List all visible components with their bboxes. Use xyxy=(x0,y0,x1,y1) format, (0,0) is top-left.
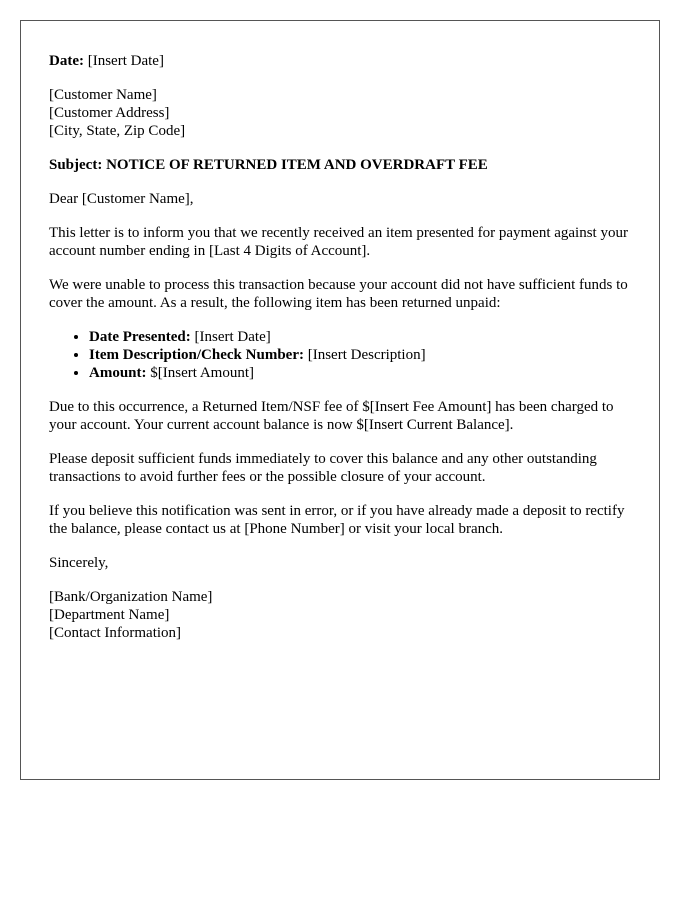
item-value: $[Insert Amount] xyxy=(150,365,254,381)
item-value: [Insert Date] xyxy=(194,329,271,345)
signature-department: [Department Name] xyxy=(49,607,170,623)
paragraph-fee: Due to this occurrence, a Returned Item/NSF fee of $[Insert Fee Amount] has been charged to your account. Your current account balance is now $[Insert Current Balance]. xyxy=(49,399,614,433)
salutation: Dear [Customer Name], xyxy=(49,191,194,207)
item-value: [Insert Description] xyxy=(307,347,426,363)
recipient-address: [Customer Address] xyxy=(49,105,170,121)
recipient-address-block xyxy=(49,86,631,140)
item-label: Item Description/Check Number: xyxy=(89,347,304,363)
date-line xyxy=(49,52,631,70)
paragraph-deposit: Please deposit sufficient funds immediately to cover this balance and any other outstanding transactions to avoid further fees or the possible closure of your account. xyxy=(49,451,597,485)
list-item-description xyxy=(89,346,631,364)
list-item-date-presented xyxy=(89,328,631,346)
date-value: [Insert Date] xyxy=(87,53,164,69)
signature-contact: [Contact Information] xyxy=(49,625,182,641)
recipient-city-state-zip: [City, State, Zip Code] xyxy=(49,123,186,139)
paragraph-contact: If you believe this notification was sent in error, or if you have already made a deposit to rectify the balance, please contact us at [Phone Number] or visit your local branch. xyxy=(49,503,625,537)
closing: Sincerely, xyxy=(49,555,109,571)
subject-value: NOTICE OF RETURNED ITEM AND OVERDRAFT FEE xyxy=(106,157,488,173)
paragraph-returned-item: We were unable to process this transaction because your account did not have sufficient funds to cover the amount. As a result, the following item has been returned unpaid: xyxy=(49,277,628,311)
item-label: Amount: xyxy=(89,365,147,381)
date-label: Date: xyxy=(49,53,84,69)
paragraph-intro: This letter is to inform you that we recently received an item presented for payment against your account number ending in [Last 4 Digits of Account]. xyxy=(49,225,628,259)
item-label: Date Presented: xyxy=(89,329,191,345)
subject-line xyxy=(49,156,631,174)
list-item-amount xyxy=(89,364,631,382)
letter-page xyxy=(20,20,660,780)
signature-block xyxy=(49,588,631,642)
returned-item-details-list xyxy=(49,328,631,382)
signature-organization: [Bank/Organization Name] xyxy=(49,589,213,605)
subject-label: Subject: xyxy=(49,157,103,173)
recipient-name: [Customer Name] xyxy=(49,87,157,103)
